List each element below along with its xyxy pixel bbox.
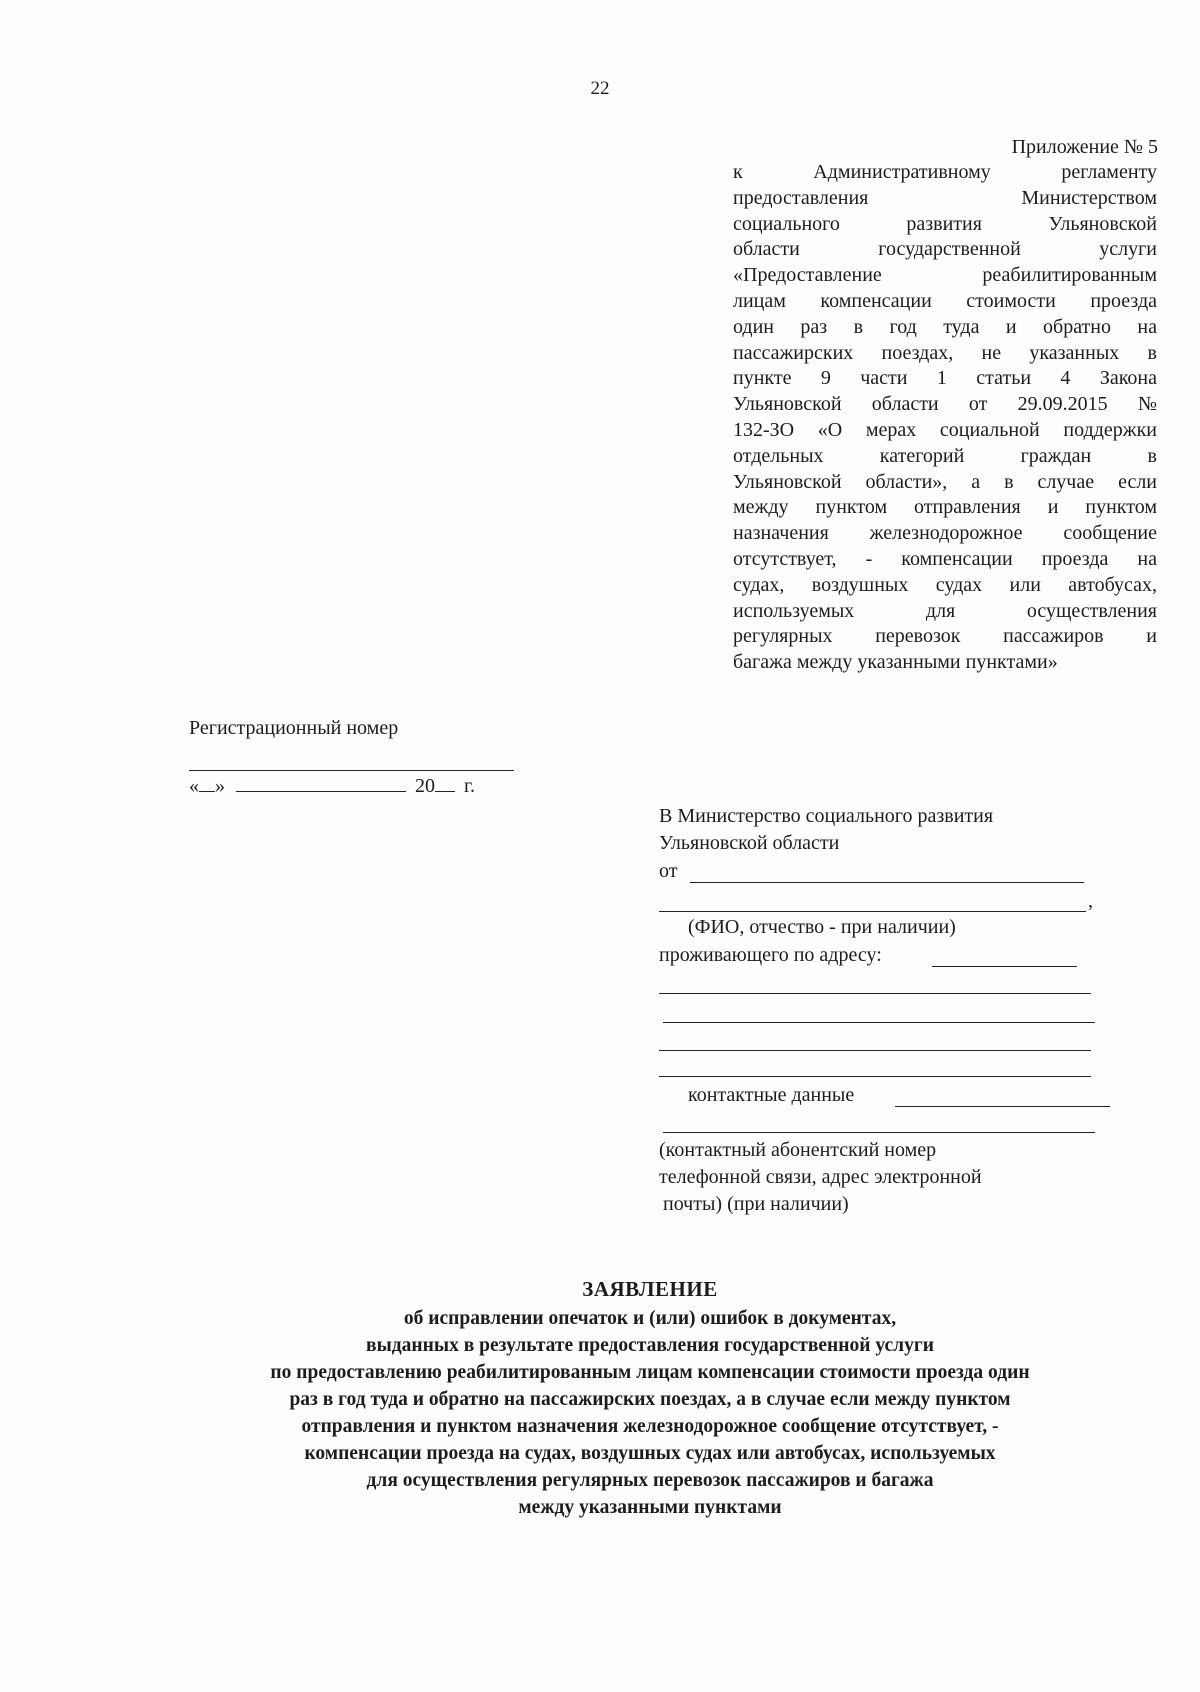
annex-line: «Предоставление реабилитированным — [733, 264, 1157, 287]
annex-line: социального развития Ульяновской — [733, 212, 1157, 235]
statement-subtitle-line: об исправлении опечаток и (или) ошибок в документах, — [403, 1308, 897, 1329]
annex-line: пункте 9 части 1 статьи 4 Закона — [733, 367, 1157, 390]
annex-line: регулярных перевозок пассажиров и — [733, 625, 1157, 648]
from-field[interactable] — [690, 882, 1084, 883]
statement-title: ЗАЯВЛЕНИЕ — [582, 1277, 718, 1301]
date-open-quote: « — [189, 775, 199, 797]
annex-line: Ульяновской области», а в случае если — [733, 470, 1157, 493]
from-row — [659, 860, 677, 883]
date-close-quote: » — [215, 775, 225, 797]
statement-subtitle-line: раз в год туда и обратно на пассажирских поездах, а в случае если между пунктом — [289, 1389, 1011, 1410]
annex-line: судах, воздушных судах или автобусах, — [733, 573, 1157, 596]
contacts-hint-line-2: телефонной связи, адрес электронной — [659, 1166, 982, 1188]
annex-line: между пунктом отправления и пунктом — [733, 496, 1157, 519]
registration-label: Регистрационный номер — [189, 717, 399, 739]
statement-subtitle-line: для осуществления регулярных перевозок пассажиров и багажа — [366, 1470, 934, 1491]
date-year-prefix: 20 — [415, 775, 435, 797]
from-field-continuation[interactable] — [659, 911, 1086, 912]
annex-title: Приложение № 5 — [1011, 136, 1158, 158]
annex-line: предоставления Министерством — [733, 186, 1157, 209]
addressee-line-1: В Министерство социального развития — [659, 805, 994, 827]
contacts-label: контактные данные — [688, 1084, 855, 1106]
annex-line: отсутствует, - компенсации проезда на — [733, 547, 1157, 570]
annex-line: назначения железнодорожное сообщение — [733, 522, 1157, 545]
annex-reference — [733, 160, 1157, 676]
statement-heading — [150, 1276, 1150, 1521]
page-number: 22 — [590, 78, 610, 99]
statement-subtitle-line: между указанными пунктами — [518, 1497, 782, 1518]
addressee-line-2: Ульяновской области — [659, 832, 840, 854]
fio-hint: (ФИО, отчество - при наличии) — [688, 916, 956, 938]
annex-line: к Административному регламенту — [733, 161, 1157, 183]
statement-subtitle-line: отправления и пунктом назначения железнодорожное сообщение отсутствует, - — [301, 1416, 999, 1437]
contacts-field-line-2[interactable] — [663, 1132, 1095, 1133]
address-field[interactable] — [932, 966, 1077, 967]
address-field-line-4[interactable] — [659, 1050, 1091, 1051]
from-label: от — [659, 860, 678, 882]
date-month-field[interactable] — [236, 773, 406, 792]
annex-line: пассажирских поездах, не указанных в — [733, 341, 1157, 364]
address-field-line-2[interactable] — [659, 993, 1091, 994]
date-day-field[interactable] — [199, 773, 215, 792]
annex-line: 132-ЗО «О мерах социальной поддержки — [733, 418, 1157, 441]
annex-line: лицам компенсации стоимости проезда — [733, 289, 1157, 312]
contacts-hint-line-1: (контактный абонентский номер — [659, 1139, 937, 1161]
statement-subtitle-line: компенсации проезда на судах, воздушных судах или автобусах, используемых — [304, 1443, 996, 1464]
annex-line: отдельных категорий граждан в — [733, 444, 1157, 467]
date-year-field[interactable] — [435, 773, 455, 792]
annex-line: области государственной услуги — [733, 238, 1157, 261]
annex-line: багажа между указанными пунктами» — [733, 651, 1058, 674]
registration-date — [189, 773, 475, 798]
statement-subtitle-line: по предоставлению реабилитированным лицам компенсации стоимости проезда один — [270, 1362, 1030, 1383]
annex-line: один раз в год туда и обратно на — [733, 315, 1157, 338]
contacts-field[interactable] — [895, 1106, 1110, 1107]
address-field-line-3[interactable] — [663, 1022, 1095, 1023]
statement-subtitle-line: выданных в результате предоставления государственной услуги — [366, 1335, 934, 1356]
registration-number-line[interactable] — [189, 770, 514, 771]
date-year-suffix: г. — [464, 775, 475, 797]
address-label: проживающего по адресу: — [659, 944, 882, 966]
contacts-hint-line-3: почты) (при наличии) — [663, 1193, 849, 1215]
annex-line: Ульяновской области от 29.09.2015 № — [733, 393, 1157, 416]
annex-line: используемых для осуществления — [733, 599, 1157, 622]
from-comma: , — [1088, 890, 1093, 912]
address-field-line-5[interactable] — [659, 1076, 1091, 1077]
